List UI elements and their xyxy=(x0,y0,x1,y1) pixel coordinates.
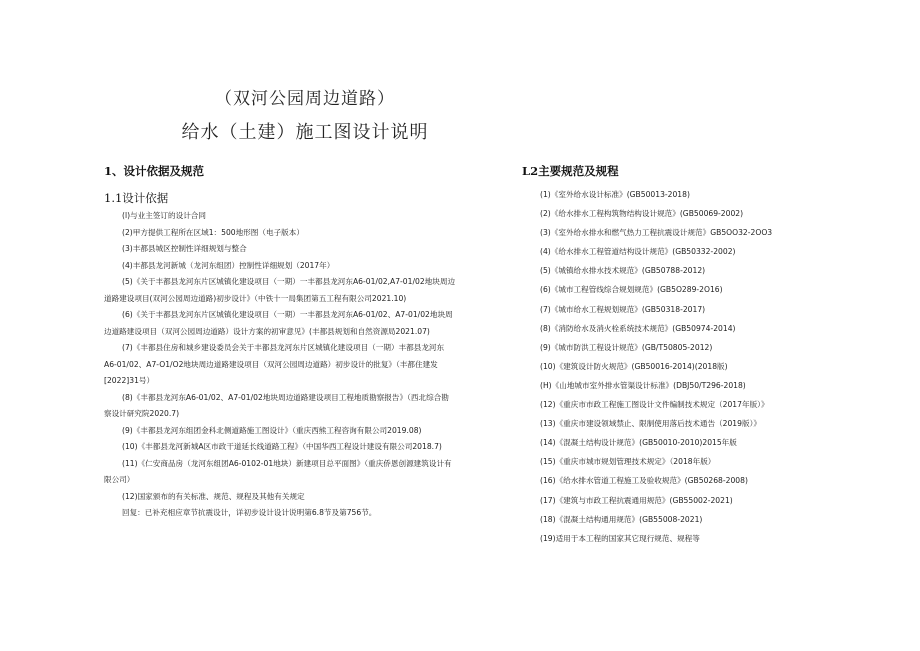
document-title-main: 给水（土建）施工图设计说明 xyxy=(181,122,429,143)
list-item: (11)《仁安商品房（龙河东组团A6-0102-01地块）新建项目总平面图》（重庆侨恩创源建筑设计有限公司） xyxy=(104,458,452,484)
section-heading-design-basis: 1、设计依据及规范 xyxy=(104,164,205,178)
list-item: (H)《山地城市室外排水管渠设计标准》(DBJ50/T296-2018) xyxy=(540,380,746,390)
list-item: (12)《重庆市市政工程施工图设计文件编制技术规定（2017年版）》 xyxy=(540,400,769,410)
list-item: (12)国家颁布的有关标准、规范、规程及其他有关规定 xyxy=(122,491,305,501)
list-item: (5)《城镇给水排水技术规范》(GB50788-2012) xyxy=(540,266,706,276)
list-item: (19)适用于本工程的国家其它现行规范、规程等 xyxy=(540,533,700,543)
list-item: (4)《给水排水工程管道结构设计规范》(GB50332-2002) xyxy=(540,247,736,257)
list-item: (7)《丰都县住房和城乡建设委员会关于丰都县龙河东片区城镇化建设项目（一期）丰都县龙河东A6-01/02、A7-O1/O2地块周边道路建设项目（双河公园周边道路）初步设计的批复》（丰都住建发[2022]31号） xyxy=(104,343,445,385)
list-item: (1)《室外给水设计标准》(GB50013-2018) xyxy=(540,190,690,199)
document-title-project: （双河公园周边道路） xyxy=(215,89,395,109)
list-item: (2)《给水排水工程构筑物结构设计规范》(GB50069-2002) xyxy=(540,209,744,219)
section-heading-main-codes: L2主要规范及规程 xyxy=(522,164,619,178)
list-item: (7)《城市给水工程规划规范》(GB50318-2017) xyxy=(540,304,706,314)
list-item: (9)《丰都县龙河东组团金科北侧道路施工图设计》（重庆西熊工程咨询有限公司2019.08) xyxy=(122,425,422,435)
list-item: (l)与业主签订的设计合同 xyxy=(122,211,206,220)
list-item: (18)《混凝土结构通用规范》(GB55008-2021) xyxy=(540,514,703,524)
list-item: (17)《建筑与市政工程抗震通用规范》(GB55002-2021) xyxy=(540,495,733,505)
list-item: (2)甲方提供工程所在区域1：500地形图（电子版本） xyxy=(122,227,304,237)
list-item: (15)《重庆市城市规划管理技术规定》（2018年版） xyxy=(540,457,716,467)
list-item: (16)《给水排水管道工程施工及验收规范》(GB50268-2008) xyxy=(540,476,748,486)
list-item: (6)《关于丰都县龙河东片区城镇化建设项目（一期）一丰都县龙河东A6-01/02、A7-01/02地块周边道路建设项目（双河公园周边道路）设计方案的初审意见》(丰都县规划和自然资源局2021.07) xyxy=(104,310,453,336)
list-item: (3)《室外给水排水和燃气热力工程抗震设计规范》GB5OO32-2OO3 xyxy=(540,228,773,238)
list-item: (8)《消防给水及消火栓系统技术规范》(GB50974-2014) xyxy=(540,323,736,333)
reply-note: 回复：已补充相应章节抗震设计，详初步设计设计说明第6.8节及第756节。 xyxy=(122,508,377,517)
list-item: (14)《混凝土结构设计规范》(GB50010-2010)2015年版 xyxy=(540,438,737,448)
design-basis-list xyxy=(104,208,456,522)
list-item: (9)《城市防洪工程设计规范》(GB/T50805-2012) xyxy=(540,342,713,352)
codes-list xyxy=(540,185,840,548)
list-item: (8)《丰都县龙河东A6-01/02、A7-01/02地块周边道路建设项目工程地质勘察报告》（西北综合勘察设计研究院2020.7) xyxy=(104,392,449,418)
list-item: (13)《重庆市建设领域禁止、限制使用落后技术通告（2019版）》 xyxy=(540,419,761,429)
list-item: (4)丰都县龙河新城（龙河东组团）控制性详细规划（2017年） xyxy=(122,260,335,270)
list-item: (10)《丰都县龙河新城A区市政干道延长线道路工程》（中国华西工程设计建设有限公司2018.7) xyxy=(122,442,442,451)
subsection-heading-design-basis: 1.1设计依据 xyxy=(104,191,169,205)
list-item: (3)丰都县城区控制性详细规划与整合 xyxy=(122,244,247,253)
list-item: (10)《建筑设计防火规范》(GB50016-2014)(2018版) xyxy=(540,361,728,371)
list-item: (5)《关于丰都县龙河东片区城镇化建设项目（一期）一丰都县龙河东A6-01/02,A7-01/02地块周边道路建设项目(双河公园周边道路)初步设计》（中铁十一局集团第五工程有限公司2021.10) xyxy=(104,277,456,303)
list-item: (6)《城市工程管线综合规划规范》(GB5O289-2O16) xyxy=(540,285,723,295)
